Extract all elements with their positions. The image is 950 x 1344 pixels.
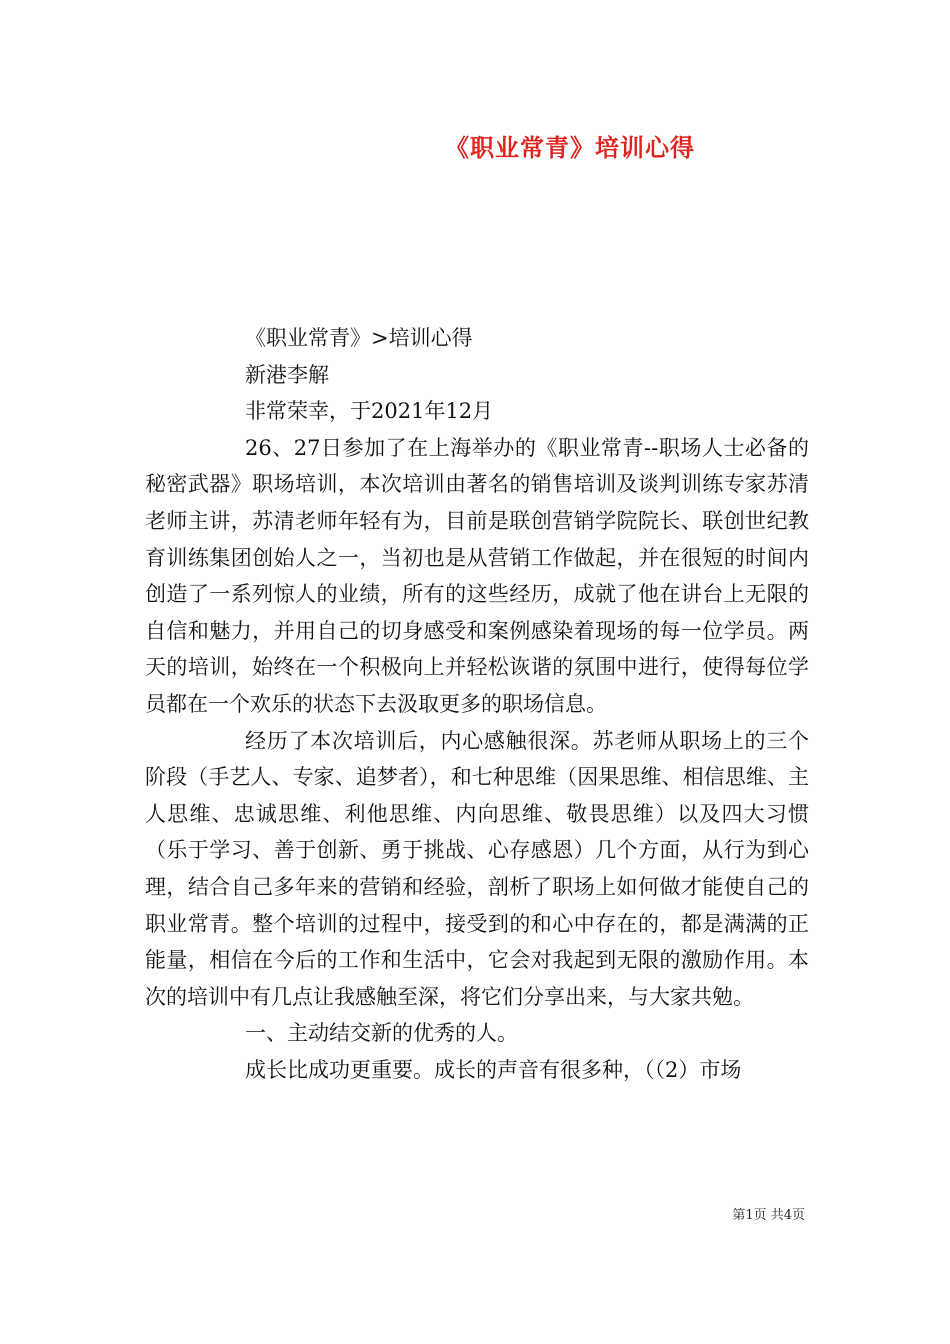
author-line: 新港李解 <box>245 362 329 387</box>
document-body <box>145 320 809 1088</box>
body-paragraph: 非常荣幸，于2021年12月 <box>245 399 494 424</box>
body-paragraph: 26、27日参加了在上海举办的《职业常青--职场人士必备的秘密武器》职场培训，本次培训由著名的销售培训及谈判训练专家苏清老师主讲，苏清老师年轻有为，目前是联创营销学院院长、联创世纪教育训练集团创始人之一，当初也是从营销工作做起，并在很短的时间内创造了一系列惊人的业绩，所有的这些经历，成就了他在讲台上无限的自信和魅力，并用自己的切身感受和案例感染着现场的每一位学员。两天的培训，始终在一个积极向上并轻松诙谐的氛围中进行，使得每位学员都在一个欢乐的状态下去汲取更多的职场信息。 <box>145 435 809 716</box>
document-title: 《职业常青》培训心得 <box>445 134 695 162</box>
body-paragraph: 经历了本次培训后，内心感触很深。苏老师从职场上的三个阶段（手艺人、专家、追梦者），和七种思维（因果思维、相信思维、主人思维、忠诚思维、利他思维、内向思维、敬畏思维）以及四大习惯（乐于学习、善于创新、勇于挑战、心存感恩）几个方面，从行为到心理，结合自己多年来的营销和经验，剖析了职场上如何做才能使自己的职业常青。整个培训的过程中，接受到的和心中存在的，都是满满的正能量，相信在今后的工作和生活中，它会对我起到无限的激励作用。本次的培训中有几点让我感触至深，将它们分享出来，与大家共勉。 <box>145 728 809 1009</box>
page-number: 第1页 共4页 <box>732 1208 805 1223</box>
section-heading: 一、主动结交新的优秀的人。 <box>245 1021 518 1046</box>
body-heading: 《职业常青》>培训心得 <box>245 326 473 350</box>
body-paragraph: 成长比成功更重要。成长的声音有很多种，（（2）市场 <box>245 1057 742 1082</box>
